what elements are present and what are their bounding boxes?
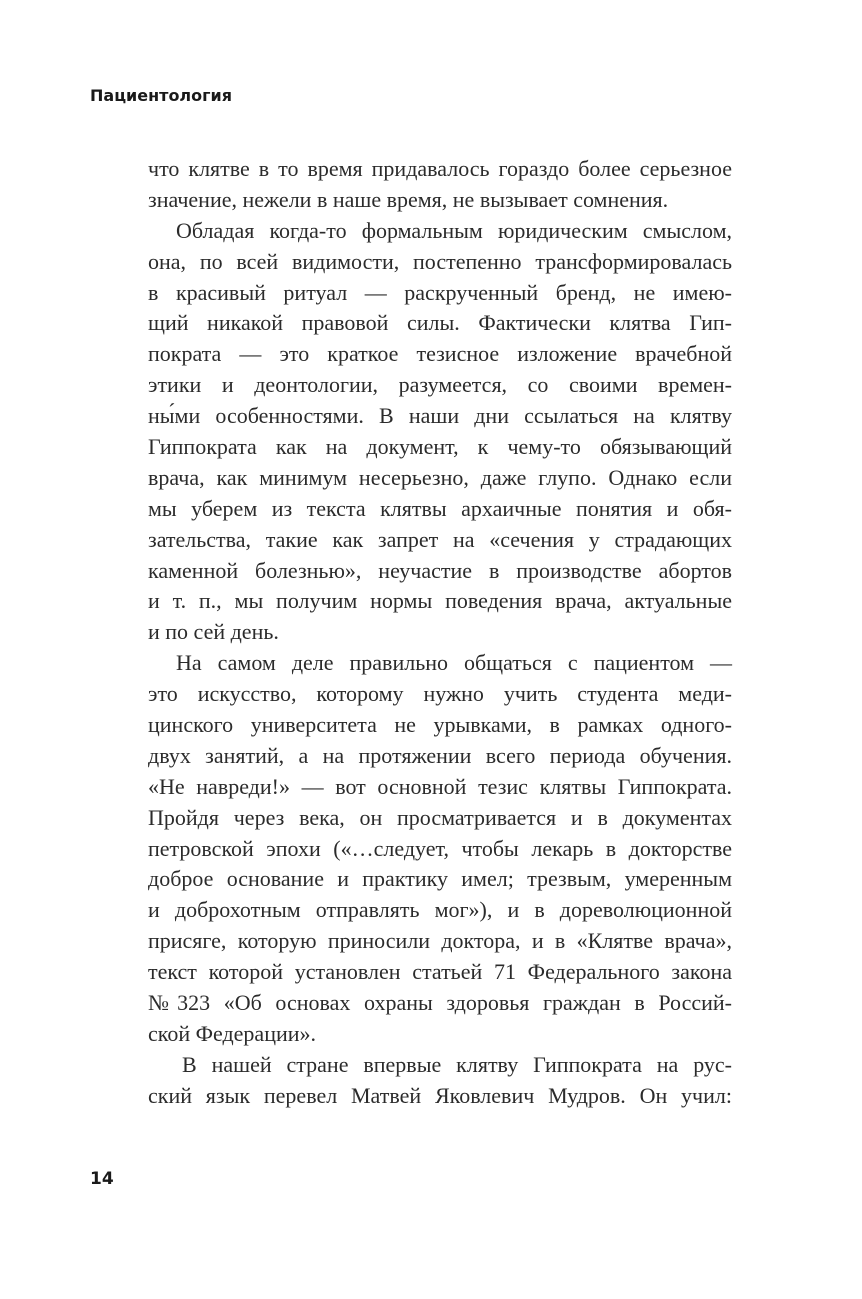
text-line: №323 «Об основах охраны здоровья граждан в Россий- (148, 990, 732, 1016)
text-line: щий никакой правовой силы. Фактически клятва Гип- (148, 310, 732, 336)
text-line: что клятве в то время придавалось гораздо более серьезное (148, 156, 732, 181)
text-line: ны́ми особенностями. В наши дни ссылаться на клятву (148, 403, 732, 429)
text-line: присяге, которую приносили доктора, и в «Клятве врача», (148, 928, 732, 954)
text-line: Гиппократа как на документ, к чему-то обязывающий (148, 434, 732, 460)
text-line: и доброхотным отправлять мог»), и в дореволюционной (148, 897, 732, 923)
text-line: петровской эпохи («…следует, чтобы лекарь в докторстве (148, 835, 732, 861)
text-line: мы уберем из текста клятвы архаичные понятия и обя- (148, 495, 732, 521)
text-line: На самом деле правильно общаться с пациентом — (176, 650, 732, 676)
text-line: ской Федерации». (148, 1020, 317, 1046)
text-line: ский язык перевел Матвей Яковлевич Мудров. Он учил: (148, 1082, 732, 1108)
page-number: 14 (90, 1169, 114, 1189)
running-head: Пациентология (90, 86, 232, 105)
text-line: пократа — это краткое тезисное изложение врачебной (148, 341, 732, 367)
text-line: Обладая когда-то формальным юридическим смыслом, (176, 217, 732, 243)
text-line: каменной болезнью», неучастие в производстве абортов (148, 557, 732, 583)
text-line: и по сей день. (148, 619, 279, 645)
text-line: она, по всей видимости, постепенно трансформировалась (148, 248, 732, 274)
text-line: это искусство, которому нужно учить студента меди- (148, 681, 732, 707)
text-line: двух занятий, а на протяжении всего периода обучения. (148, 742, 732, 768)
text-line: В нашей стране впервые клятву Гиппократа на рус- (182, 1051, 732, 1077)
text-line: «Не навреди!» — вот основной тезис клятвы Гиппократа. (148, 773, 732, 799)
text-line: цинского университета не урывками, в рамках одного- (148, 712, 732, 738)
text-line: Пройдя через века, он просматривается и в документах (148, 804, 732, 830)
text-line: значение, нежели в наше время, не вызывает сомнения. (148, 186, 669, 212)
body-text (148, 154, 732, 1112)
text-line: в красивый ритуал — раскрученный бренд, не имею- (148, 279, 732, 305)
text-line: и т. п., мы получим нормы поведения врача, актуальные (148, 588, 732, 614)
text-line: врача, как минимум несерьезно, даже глупо. Однако если (148, 464, 732, 490)
text-line: доброе основание и практику имел; трезвым, умеренным (148, 866, 732, 892)
text-line: текст которой установлен статьей 71 Федерального закона (148, 959, 732, 985)
text-line: этики и деонтологии, разумеется, со своими времен- (148, 372, 732, 398)
text-line: зательства, такие как запрет на «сечения у страдающих (148, 526, 732, 552)
